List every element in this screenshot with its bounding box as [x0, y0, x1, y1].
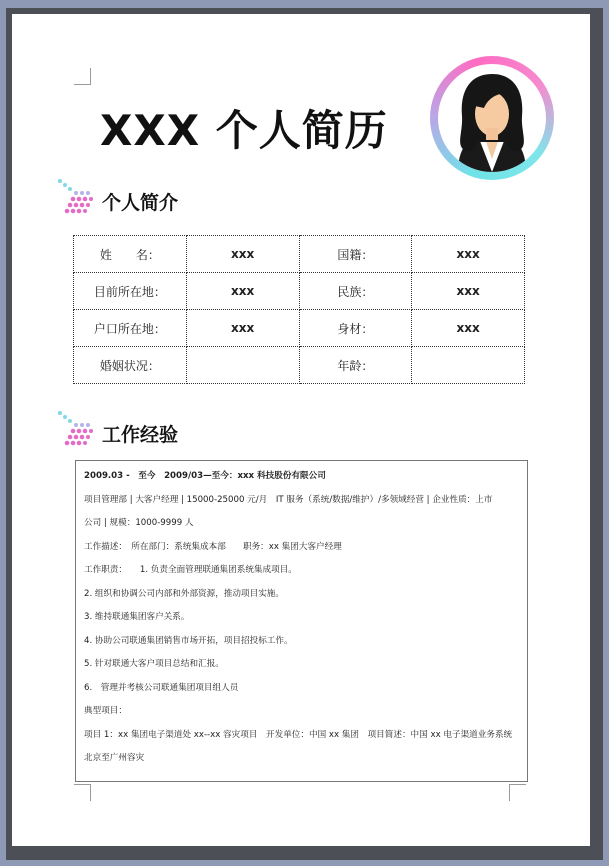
margin-corner-bottom-left — [74, 784, 91, 801]
work-line: 典型项目： — [84, 706, 127, 716]
work-line: 3. 维持联通集团客户关系。 — [84, 612, 190, 622]
label-cell: 目前所在地： — [74, 273, 187, 310]
work-line: 公司 | 规模：1000-9999 人 — [84, 518, 194, 528]
decorative-dots-icon — [56, 178, 96, 218]
value-cell: xxx — [186, 273, 299, 310]
label-cell: 户口所在地： — [74, 310, 187, 347]
value-cell: xxx — [412, 273, 525, 310]
section-work-title: 工作经验 — [102, 424, 179, 446]
work-line: 工作职责： 1. 负责全面管理联通集团系统集成项目。 — [84, 565, 297, 575]
label-cell: 民族： — [299, 273, 412, 310]
table-row — [74, 347, 525, 384]
value-cell — [186, 347, 299, 384]
table-row — [74, 236, 525, 273]
avatar-woman-icon — [438, 64, 546, 172]
work-line: 6. 管理并考核公司联通集团项目组人员 — [84, 683, 239, 693]
section-profile-title: 个人简介 — [102, 192, 179, 214]
work-line: 2009.03 - 至今 2009/03—至今：xxx 科技股份有限公司 — [84, 471, 326, 481]
work-line: 北京至广州容灾 — [84, 753, 145, 763]
work-line: 项目 1：xx 集团电子渠道处 xx--xx 容灾项目 开发单位：中国 xx 集团 项目简述：中国 xx 电子渠道业务系统 — [84, 730, 513, 740]
label-cell: 国籍： — [299, 236, 412, 273]
margin-corner-top-left — [74, 68, 91, 85]
value-cell: xxx — [412, 310, 525, 347]
value-cell: xxx — [412, 236, 525, 273]
avatar — [430, 56, 554, 180]
value-cell — [412, 347, 525, 384]
label-cell: 身材： — [299, 310, 412, 347]
work-line: 5. 针对联通大客户项目总结和汇报。 — [84, 659, 224, 669]
profile-table — [73, 235, 525, 384]
table-row — [74, 273, 525, 310]
work-line: 4. 协助公司联通集团销售市场开拓，项目招投标工作。 — [84, 636, 293, 646]
value-cell: xxx — [186, 236, 299, 273]
label-cell: 姓 名： — [74, 236, 187, 273]
work-line: 项目管理部 | 大客户经理 | 15000-25000 元/月 IT 服务（系统/数据/维护）/多领域经营 | 企业性质：上市 — [84, 495, 493, 505]
label-cell: 年龄： — [299, 347, 412, 384]
work-line: 2. 组织和协调公司内部和外部资源，推动项目实施。 — [84, 589, 284, 599]
table-row — [74, 310, 525, 347]
decorative-dots-icon — [56, 410, 96, 450]
value-cell: xxx — [186, 310, 299, 347]
work-experience-box — [75, 460, 528, 782]
resume-title: XXX 个人简历 — [100, 106, 388, 155]
work-line: 工作描述： 所在部门：系统集成本部 职务：xx 集团大客户经理 — [84, 542, 342, 552]
margin-corner-bottom-right — [509, 784, 526, 801]
label-cell: 婚姻状况： — [74, 347, 187, 384]
document-page — [12, 14, 590, 846]
